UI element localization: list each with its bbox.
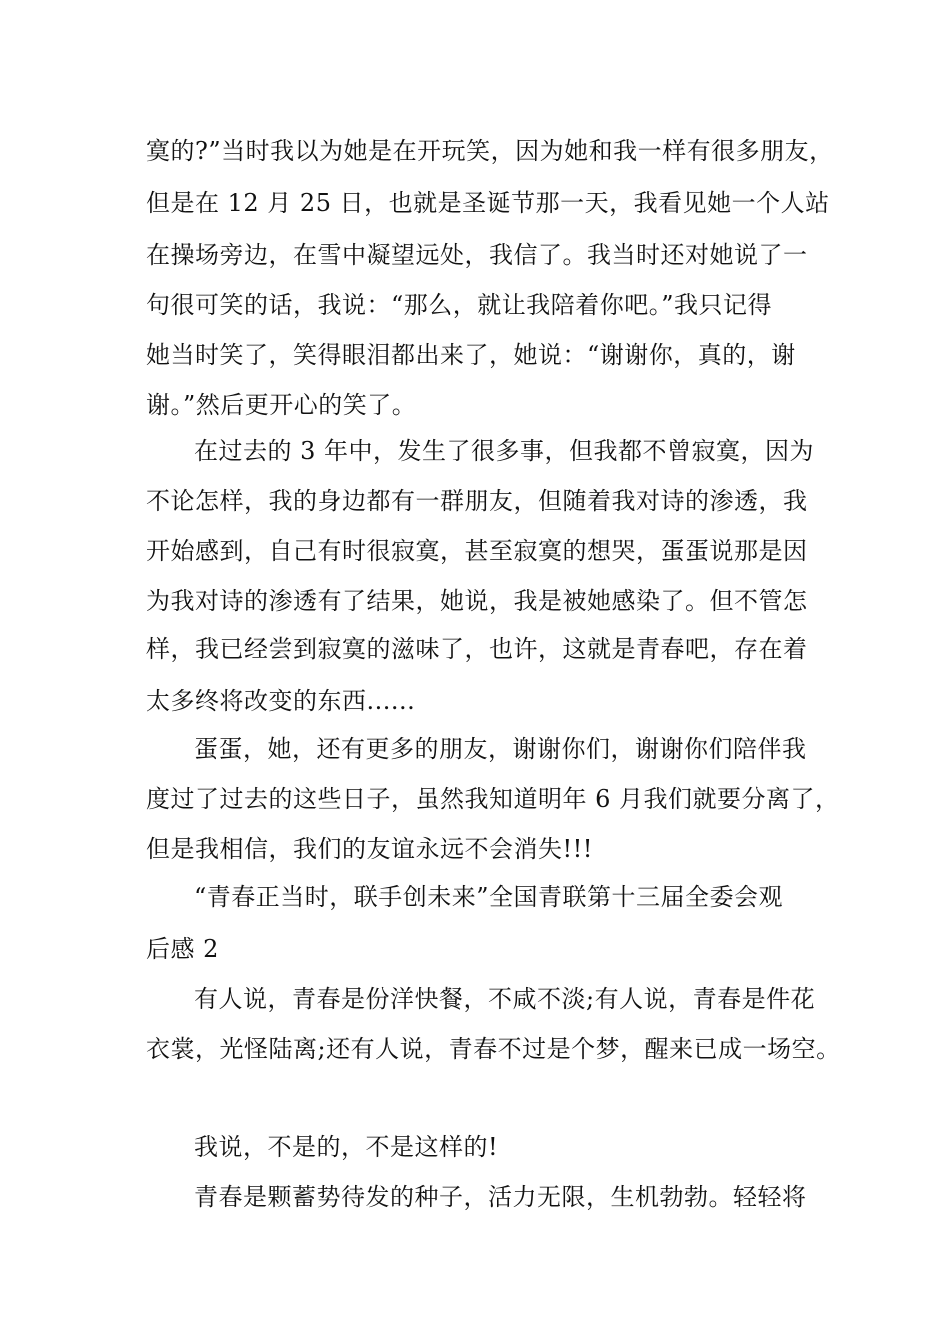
text-line: 但是我相信，我们的友谊永远不会消失!!!	[146, 835, 593, 863]
text-line: 太多终将改变的东西......	[146, 687, 416, 715]
section-heading-continued: 后感 2	[146, 935, 219, 963]
paragraph-first-line: 有人说，青春是份洋快餐，不咸不淡;有人说，青春是件花	[194, 985, 816, 1013]
text-line: 为我对诗的渗透有了结果，她说，我是被她感染了。但不管怎	[146, 587, 808, 615]
text-line: 但是在 12 月 25 日，也就是圣诞节那一天，我看见她一个人站	[146, 189, 830, 217]
text-line: 寞的?”当时我以为她是在开玩笑，因为她和我一样有很多朋友，	[146, 137, 834, 165]
text-line: 在操场旁边，在雪中凝望远处，我信了。我当时还对她说了一	[146, 241, 808, 269]
text-line: 度过了过去的这些日子，虽然我知道明年 6 月我们就要分离了，	[146, 785, 840, 813]
section-heading: “青春正当时，联手创未来”全国青联第十三届全委会观	[194, 883, 784, 911]
paragraph-first-line: 我说，不是的，不是这样的!	[194, 1133, 499, 1161]
paragraph-first-line: 青春是颗蓄势待发的种子，活力无限，生机勃勃。轻轻将	[194, 1183, 807, 1211]
text-line: 不论怎样，我的身边都有一群朋友，但随着我对诗的渗透，我	[146, 487, 808, 515]
text-line: 谢。”然后更开心的笑了。	[146, 391, 417, 419]
text-line: 她当时笑了，笑得眼泪都出来了，她说：“谢谢你，真的，谢	[146, 341, 796, 369]
text-line: 开始感到，自己有时很寂寞，甚至寂寞的想哭，蛋蛋说那是因	[146, 537, 808, 565]
text-line: 句很可笑的话，我说：“那么，就让我陪着你吧。”我只记得	[146, 291, 773, 319]
paragraph-first-line: 蛋蛋，她，还有更多的朋友，谢谢你们，谢谢你们陪伴我	[194, 735, 807, 763]
text-line: 衣裳，光怪陆离;还有人说，青春不过是个梦，醒来已成一场空。	[146, 1035, 841, 1063]
paragraph-first-line: 在过去的 3 年中，发生了很多事，但我都不曾寂寞，因为	[194, 437, 815, 465]
text-line: 样，我已经尝到寂寞的滋味了，也许，这就是青春吧，存在着	[146, 635, 808, 663]
